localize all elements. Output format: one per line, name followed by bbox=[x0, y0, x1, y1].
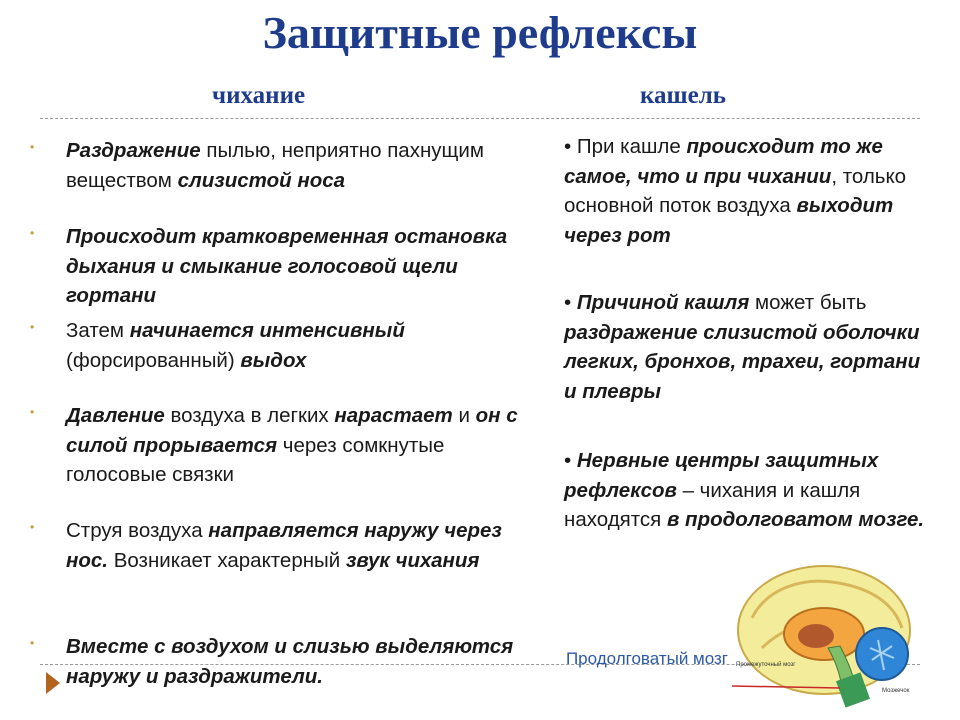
svg-text:Мозжечок: Мозжечок bbox=[882, 688, 910, 694]
previous-slide-arrow-icon[interactable] bbox=[46, 672, 60, 694]
list-item bbox=[564, 446, 930, 535]
list-item bbox=[30, 401, 530, 490]
emphasis-text: выходит через рот bbox=[564, 194, 894, 247]
header-divider bbox=[40, 118, 920, 119]
bullet-icon: • bbox=[30, 140, 35, 154]
emphasis-text: в продолговатом мозге. bbox=[666, 508, 925, 531]
page-title: Защитные рефлексы bbox=[262, 7, 698, 58]
emphasis-text: происходит то же самое, что и при чихании bbox=[564, 135, 883, 188]
body-text: • bbox=[564, 291, 577, 314]
body-text: Струя воздуха bbox=[66, 519, 209, 542]
list-item bbox=[30, 136, 530, 195]
svg-text:Промежуточный мозг: Промежуточный мозг bbox=[736, 662, 796, 668]
bullet-icon: • bbox=[30, 520, 35, 534]
emphasis-text: Раздражение bbox=[66, 139, 201, 162]
column-header-sneezing: чихание bbox=[212, 82, 306, 109]
column-header-cough: кашель bbox=[640, 82, 726, 109]
emphasis-text: Причиной кашля bbox=[576, 291, 750, 314]
brain-label: Продолговатый мозг bbox=[565, 649, 728, 668]
body-text: При кашле bbox=[576, 135, 687, 158]
body-text: пылью, неприятно пахнущим веществом bbox=[66, 139, 484, 192]
body-text: • bbox=[564, 135, 577, 158]
body-text: (форсированный) bbox=[66, 348, 241, 372]
list-item bbox=[564, 288, 930, 406]
emphasis-text: слизистой носа bbox=[177, 168, 346, 192]
emphasis-text: Происходит кратковременная остановка дыхания и смыкание голосовой щели гортани bbox=[66, 225, 508, 307]
bullet-icon: • bbox=[30, 320, 35, 334]
emphasis-text: звук чихания bbox=[345, 548, 480, 572]
bullet-icon: • bbox=[30, 636, 35, 650]
body-text: через сомкнутые голосовые связки bbox=[66, 433, 445, 486]
list-item bbox=[30, 222, 530, 311]
body-text: – чихания и кашля находятся bbox=[564, 478, 861, 531]
emphasis-text: Давление bbox=[66, 404, 165, 427]
emphasis-text: начинается интенсивный bbox=[129, 319, 405, 342]
brain-illustration bbox=[732, 558, 924, 710]
emphasis-text: Нервные центры защитных рефлексов bbox=[564, 449, 879, 502]
body-text: и bbox=[452, 404, 476, 427]
emphasis-text: направляется наружу через нос. bbox=[66, 519, 502, 572]
body-text: • bbox=[564, 449, 577, 472]
list-item bbox=[564, 132, 930, 250]
emphasis-text: Вместе с воздухом и слизью выделяются наружу и раздражители. bbox=[66, 635, 514, 688]
list-item bbox=[30, 316, 530, 375]
emphasis-text: нарастает bbox=[334, 404, 453, 427]
list-item bbox=[30, 632, 530, 691]
body-text: Возникает характерный bbox=[108, 548, 346, 572]
emphasis-text: выдох bbox=[240, 348, 307, 372]
bullet-icon: • bbox=[30, 226, 35, 240]
body-text: может быть bbox=[749, 291, 867, 314]
bullet-icon: • bbox=[30, 405, 35, 419]
list-item bbox=[30, 516, 530, 575]
body-text: воздуха в легких bbox=[164, 404, 335, 427]
emphasis-text: раздражение слизистой оболочки легких, бронхов, трахеи, гортани и плевры bbox=[564, 320, 921, 403]
body-text: , только основной поток воздуха bbox=[564, 164, 907, 217]
body-text: Затем bbox=[66, 319, 130, 342]
emphasis-text: он с силой прорывается bbox=[66, 404, 518, 457]
